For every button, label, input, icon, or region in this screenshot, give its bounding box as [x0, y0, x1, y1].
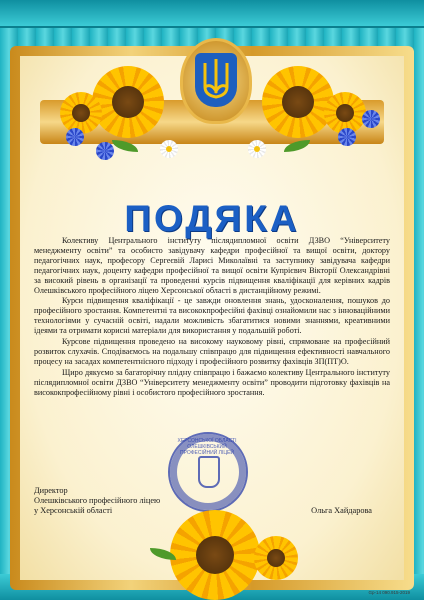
body-paragraph: Щиро дякуємо за багаторічну плідну співпрацю і бажаємо колективу Центрального інституту післядипломної освіти ДЗВО “Університету менеджменту освіти” проводити підготовку фахівців на висококпрофесійному рівні і особистого професійного зростання.: [34, 367, 390, 397]
daisy-icon: [160, 140, 178, 158]
tryzub-icon: [195, 53, 237, 107]
print-code: Gp-14 090.915-2019: [368, 590, 410, 595]
coat-of-arms-medallion: [180, 38, 252, 124]
sunflower-small-left: [60, 92, 102, 134]
certificate-body: [34, 236, 390, 399]
sunflower-bottom-small: [254, 536, 298, 580]
signature-block: [34, 486, 390, 516]
cornflower-icon: [96, 142, 114, 160]
sunflower-right: [262, 66, 334, 138]
signer-role-line: Олешківського професійного ліцею: [34, 496, 161, 505]
stamp-tryzub-icon: [198, 456, 220, 488]
signer-role-line: у Херсонській області: [34, 506, 113, 515]
cornflower-icon: [66, 128, 84, 146]
sunflower-bottom: [170, 510, 260, 600]
curtain-valance: [0, 0, 424, 28]
body-paragraph: Курсове підвищення проведено на високому науковому рівні, спрямоване на професійний розвиток слухачів. Сподіваємось на подальшу співпрацю для підвищення ефективності навчального процесу на засадах компетентнісного підходу і професійного розвитку фахівців ЗП(ПТ)О.: [34, 337, 390, 366]
daisy-icon: [248, 140, 266, 158]
certificate-title: ПОДЯКА: [124, 198, 300, 239]
cornflower-icon: [362, 110, 380, 128]
sunflower-left: [92, 66, 164, 138]
signer-role-line: Директор: [34, 486, 68, 495]
signer-name: Ольга Хайдарова: [311, 506, 372, 515]
cornflower-icon: [338, 128, 356, 146]
body-paragraph: Курси підвищення кваліфікації - це завжди оновлення знань, удосконалення, пошуков до професійного зростання. Компетентні та висококпрофесійні фахівці ознайомили нас з інноваційними технологіями у сучасній освіті, надали можливість збагатитися новими знаннями, креативними ідеями та отримати корисні матеріали для використання у подальшій роботі.: [34, 296, 390, 336]
body-paragraph: Колективу Центрального інституту післядипломної освіти ДЗВО “Університету менеджменту освіти” та особисто завідувачу кафедри професійної та вищої освіти, доктору педагогічних наук, професору Сергеєвій Ларисі Миколаївні та заступнику завідувача кафедри педагогічних наук, доценту кафедри професійної та вищої освіти Купрієвич Вікторії Олександрівні за високий рівень в організації та проведенні курсів підвищення кваліфікації для керівних кадрів Олешківського професійного ліцею Херсонської області в дистанційному режимі.: [34, 236, 390, 295]
stamp-text: ХЕРСОНСЬКОЇ ОБЛАСТІ ОЛЕШКІВСЬКИЙ ПРОФЕСІЙНИЙ ЛІЦЕЙ: [177, 438, 237, 456]
